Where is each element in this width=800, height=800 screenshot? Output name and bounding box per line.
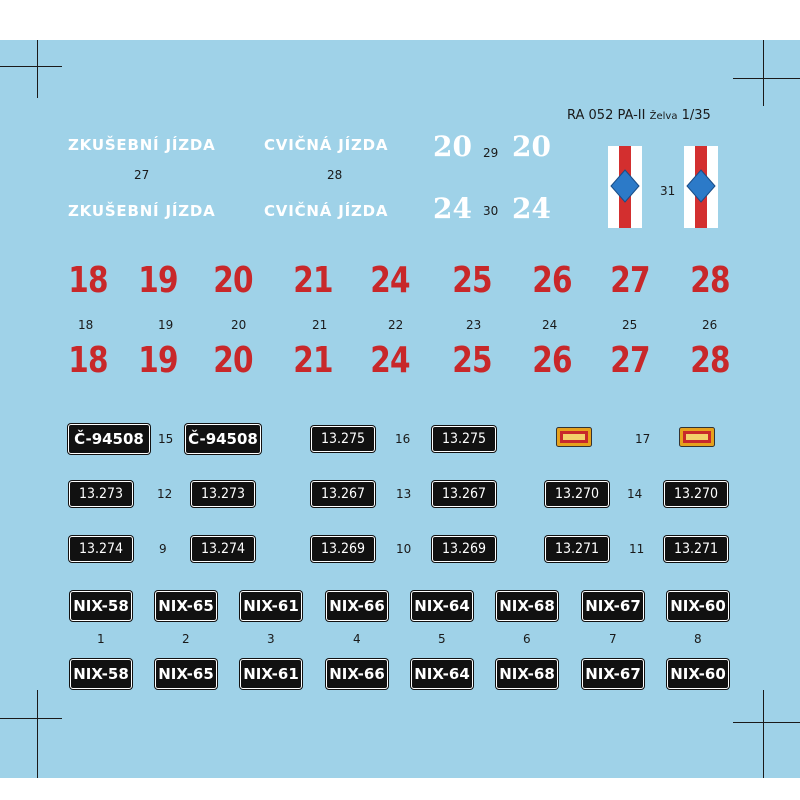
cvicna-jizda-text: CVIČNÁ JÍZDA xyxy=(264,136,389,154)
nix-plate: NIX-67 xyxy=(582,659,644,689)
set-number: 23 xyxy=(466,318,482,332)
set-number: 1 xyxy=(97,632,105,646)
nix-plate: NIX-64 xyxy=(411,591,473,621)
set-number: 8 xyxy=(694,632,702,646)
red-number: 28 xyxy=(690,340,730,381)
red-number: 21 xyxy=(293,260,333,301)
crop-mark-bottom-right-h xyxy=(733,722,800,723)
nix-plate: NIX-61 xyxy=(240,659,302,689)
set-number: 26 xyxy=(702,318,718,332)
nix-plate: NIX-60 xyxy=(667,591,729,621)
crop-mark-top-right-h xyxy=(733,78,800,79)
set-number: 25 xyxy=(622,318,638,332)
set-number: 2 xyxy=(182,632,190,646)
model-name: PA-II xyxy=(617,108,646,123)
white-number: 20 xyxy=(433,130,472,163)
set-number: 10 xyxy=(396,542,412,556)
zkusebni-jizda-text: ZKUŠEBNÍ JÍZDA xyxy=(68,202,216,220)
license-plate: 13.273 xyxy=(69,481,133,507)
set-number: 28 xyxy=(327,168,343,182)
red-number: 24 xyxy=(370,340,410,381)
crop-mark-bottom-right-v xyxy=(763,690,764,778)
white-number: 24 xyxy=(512,192,551,225)
license-plate: 13.271 xyxy=(545,536,609,562)
nix-plate: NIX-68 xyxy=(496,591,558,621)
nix-plate: NIX-65 xyxy=(155,659,217,689)
small-emblem-icon xyxy=(679,427,715,447)
red-number: 19 xyxy=(138,260,178,301)
license-plate: 13.275 xyxy=(432,426,496,452)
nix-plate: NIX-68 xyxy=(496,659,558,689)
set-number: 5 xyxy=(438,632,446,646)
license-plate: 13.269 xyxy=(432,536,496,562)
license-plate: 13.270 xyxy=(545,481,609,507)
zkusebni-jizda-text: ZKUŠEBNÍ JÍZDA xyxy=(68,136,216,154)
license-plate: Č-94508 xyxy=(185,424,261,454)
set-number: 19 xyxy=(158,318,174,332)
nix-plate: NIX-58 xyxy=(70,659,132,689)
license-plate: 13.274 xyxy=(69,536,133,562)
set-number: 7 xyxy=(609,632,617,646)
red-number: 18 xyxy=(68,260,108,301)
set-number: 31 xyxy=(660,184,676,198)
license-plate: 13.275 xyxy=(311,426,375,452)
set-number: 24 xyxy=(542,318,558,332)
nix-plate: NIX-65 xyxy=(155,591,217,621)
license-plate: 13.267 xyxy=(432,481,496,507)
red-number: 24 xyxy=(370,260,410,301)
nix-plate: NIX-64 xyxy=(411,659,473,689)
set-number: 27 xyxy=(134,168,150,182)
set-number: 18 xyxy=(78,318,94,332)
white-number: 24 xyxy=(433,192,472,225)
red-number: 28 xyxy=(690,260,730,301)
license-plate: 13.270 xyxy=(664,481,728,507)
red-number: 27 xyxy=(610,340,650,381)
license-plate: 13.274 xyxy=(191,536,255,562)
czech-flag-emblem-icon xyxy=(608,146,642,228)
nix-plate: NIX-66 xyxy=(326,591,388,621)
crop-mark-top-right-v xyxy=(763,40,764,106)
set-number: 29 xyxy=(483,146,499,160)
red-number: 20 xyxy=(213,260,253,301)
set-number: 20 xyxy=(231,318,247,332)
red-number: 19 xyxy=(138,340,178,381)
set-number: 4 xyxy=(353,632,361,646)
license-plate: 13.267 xyxy=(311,481,375,507)
nix-plate: NIX-60 xyxy=(667,659,729,689)
red-number: 26 xyxy=(532,340,572,381)
set-number: 21 xyxy=(312,318,328,332)
red-number: 26 xyxy=(532,260,572,301)
red-number: 25 xyxy=(452,340,492,381)
nix-plate: NIX-58 xyxy=(70,591,132,621)
set-number: 3 xyxy=(267,632,275,646)
czech-flag-emblem-icon xyxy=(684,146,718,228)
set-number: 15 xyxy=(158,432,174,446)
license-plate: Č-94508 xyxy=(68,424,150,454)
set-number: 9 xyxy=(159,542,167,556)
white-number: 20 xyxy=(512,130,551,163)
red-number: 20 xyxy=(213,340,253,381)
red-number: 25 xyxy=(452,260,492,301)
model-nickname: Želva xyxy=(649,111,678,122)
set-number: 22 xyxy=(388,318,404,332)
set-number: 14 xyxy=(627,487,643,501)
license-plate: 13.271 xyxy=(664,536,728,562)
sheet-title xyxy=(567,108,711,123)
product-code: RA 052 xyxy=(567,108,614,123)
license-plate: 13.269 xyxy=(311,536,375,562)
small-emblem-icon xyxy=(556,427,592,447)
nix-plate: NIX-61 xyxy=(240,591,302,621)
scale-label: 1/35 xyxy=(681,108,711,123)
nix-plate: NIX-66 xyxy=(326,659,388,689)
license-plate: 13.273 xyxy=(191,481,255,507)
set-number: 30 xyxy=(483,204,499,218)
crop-mark-bottom-left-h xyxy=(0,718,62,719)
set-number: 13 xyxy=(396,487,412,501)
crop-mark-top-left-h xyxy=(0,66,62,67)
crop-mark-top-left-v xyxy=(37,40,38,98)
set-number: 12 xyxy=(157,487,173,501)
red-number: 27 xyxy=(610,260,650,301)
set-number: 11 xyxy=(629,542,645,556)
red-number: 18 xyxy=(68,340,108,381)
set-number: 16 xyxy=(395,432,411,446)
crop-mark-bottom-left-v xyxy=(37,690,38,778)
nix-plate: NIX-67 xyxy=(582,591,644,621)
red-number: 21 xyxy=(293,340,333,381)
cvicna-jizda-text: CVIČNÁ JÍZDA xyxy=(264,202,389,220)
set-number: 17 xyxy=(635,432,651,446)
set-number: 6 xyxy=(523,632,531,646)
